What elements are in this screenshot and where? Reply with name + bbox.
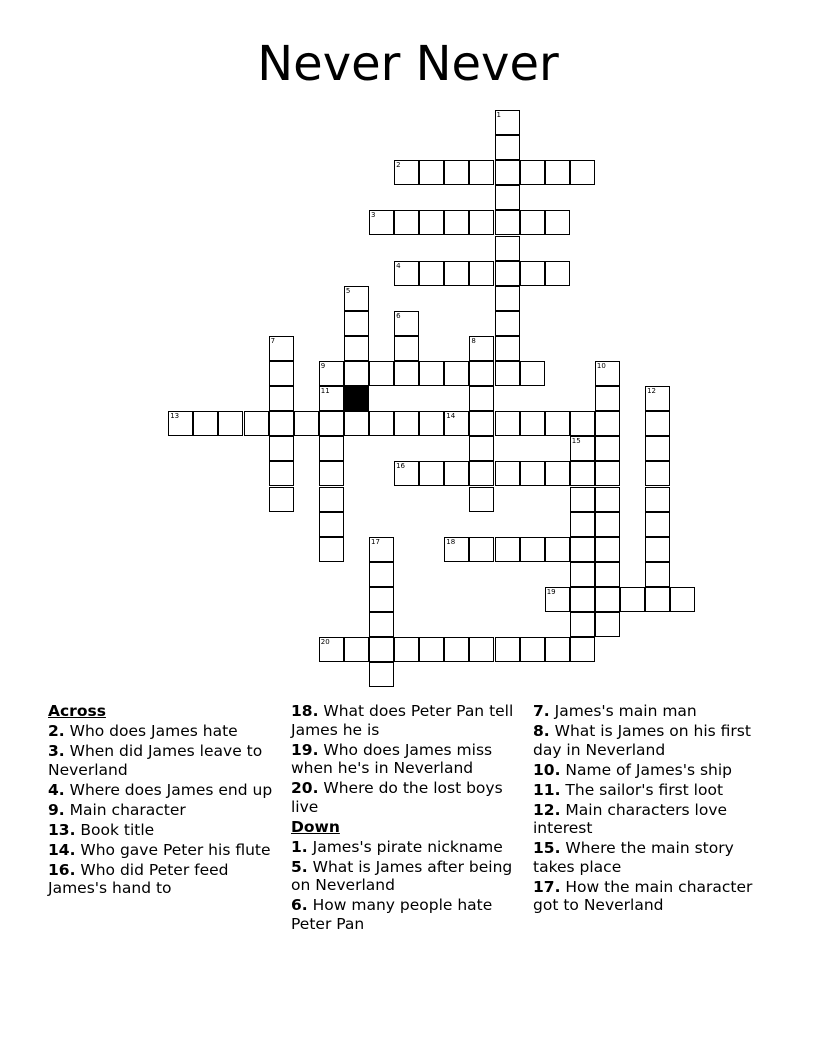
crossword-cell[interactable] — [570, 512, 595, 537]
crossword-cell[interactable] — [595, 411, 620, 436]
crossword-cell[interactable] — [570, 537, 595, 562]
clue-number-label: 11 — [320, 387, 330, 396]
crossword-cell[interactable] — [394, 411, 419, 436]
crossword-cell[interactable] — [344, 411, 369, 436]
crossword-cell[interactable] — [570, 487, 595, 512]
clue-number-label: 16 — [396, 462, 406, 471]
clue-text: Where the main story takes place — [533, 839, 734, 876]
crossword-cell[interactable] — [570, 612, 595, 637]
crossword-cell[interactable] — [595, 461, 620, 486]
clue-number: 7. — [533, 702, 550, 720]
crossword-cell[interactable] — [193, 411, 218, 436]
crossword-cell[interactable] — [394, 261, 419, 286]
down-heading: Down — [291, 817, 340, 836]
clue-number: 1. — [291, 837, 308, 856]
crossword-cell[interactable] — [444, 461, 469, 486]
clue-text: Who does James miss when he's in Neverland — [291, 740, 493, 777]
crossword-cell[interactable] — [495, 135, 520, 160]
clue-number: 19. — [291, 740, 319, 759]
crossword-cell[interactable] — [495, 537, 520, 562]
down-clue — [533, 839, 765, 876]
crossword-cell[interactable] — [469, 386, 494, 411]
crossword-cell[interactable] — [520, 461, 545, 486]
crossword-cell[interactable] — [419, 461, 444, 486]
clue-text: Main characters love interest — [533, 800, 728, 837]
clue-text: Who gave Peter his flute — [80, 840, 271, 859]
crossword-cell[interactable] — [595, 562, 620, 587]
clue-text: Who does James hate — [69, 722, 238, 740]
down-clue — [291, 838, 523, 857]
down-clue — [533, 878, 765, 915]
crossword-cell[interactable] — [645, 411, 670, 436]
crossword-cell[interactable] — [545, 637, 570, 662]
crossword-cell[interactable] — [419, 361, 444, 386]
crossword-cell[interactable] — [419, 160, 444, 185]
clue-number-label: 3 — [371, 211, 376, 220]
crossword-cell[interactable] — [319, 411, 344, 436]
clue-number: 20. — [291, 779, 319, 797]
crossword-cell[interactable] — [319, 637, 344, 662]
crossword-cell[interactable] — [495, 236, 520, 261]
crossword-cell[interactable] — [495, 110, 520, 135]
crossword-cell[interactable] — [570, 411, 595, 436]
crossword-cell[interactable] — [394, 160, 419, 185]
crossword-cell[interactable] — [419, 637, 444, 662]
black-cell — [344, 386, 369, 411]
crossword-cell[interactable] — [620, 587, 645, 612]
clues-column-3 — [533, 702, 765, 916]
clue-text: The sailor's first loot — [565, 780, 724, 799]
crossword-cell[interactable] — [469, 537, 494, 562]
clue-number: 8. — [533, 722, 550, 740]
across-clue — [48, 781, 280, 800]
clue-number-label: 7 — [270, 336, 276, 345]
crossword-cell[interactable] — [394, 311, 419, 336]
crossword-cell[interactable] — [344, 286, 369, 311]
crossword-cell[interactable] — [570, 587, 595, 612]
clue-text: Book title — [80, 820, 155, 839]
down-clue — [291, 858, 523, 895]
crossword-cell[interactable] — [294, 411, 319, 436]
crossword-cell[interactable] — [495, 210, 520, 235]
crossword-cell[interactable] — [444, 411, 469, 436]
clue-number: 18. — [291, 702, 319, 720]
clue-text: When did James leave to Neverland — [48, 742, 263, 779]
across-clue — [48, 742, 280, 779]
crossword-cell[interactable] — [469, 487, 494, 512]
crossword-cell[interactable] — [419, 261, 444, 286]
clue-number-label: 8 — [471, 336, 476, 345]
across-heading: Across — [48, 702, 106, 720]
clue-number-label: 10 — [596, 362, 606, 370]
crossword-cell[interactable] — [394, 461, 419, 486]
crossword-cell[interactable] — [344, 361, 369, 386]
clue-text: James's pirate nickname — [312, 837, 503, 856]
clue-text: James's main man — [554, 702, 697, 720]
crossword-cell[interactable] — [369, 361, 394, 386]
crossword-cell[interactable] — [394, 361, 419, 386]
crossword-cell[interactable] — [595, 487, 620, 512]
down-clue — [291, 896, 523, 933]
crossword-cell[interactable] — [469, 461, 494, 486]
crossword-cell[interactable] — [670, 587, 695, 612]
clue-number: 11. — [533, 780, 561, 799]
crossword-cell[interactable] — [545, 587, 570, 612]
clue-number-label: 2 — [396, 161, 401, 170]
clue-number: 4. — [48, 780, 65, 799]
across-clue — [291, 779, 523, 816]
crossword-cell[interactable] — [495, 637, 520, 662]
crossword-cell[interactable] — [570, 637, 595, 662]
crossword-cell[interactable] — [218, 411, 243, 436]
clue-text: How many people hate Peter Pan — [291, 896, 493, 933]
clue-text: Where does James end up — [69, 780, 273, 799]
clue-number: 16. — [48, 860, 76, 879]
clue-number: 9. — [48, 800, 65, 819]
crossword-cell[interactable] — [344, 311, 369, 336]
crossword-cell[interactable] — [444, 210, 469, 235]
crossword-cell[interactable] — [419, 210, 444, 235]
crossword-cell[interactable] — [369, 210, 394, 235]
crossword-cell[interactable] — [469, 261, 494, 286]
crossword-cell[interactable] — [369, 587, 394, 612]
crossword-cell[interactable] — [545, 210, 570, 235]
crossword-cell[interactable] — [545, 411, 570, 436]
crossword-cell[interactable] — [469, 436, 494, 461]
clue-number: 2. — [48, 722, 65, 740]
down-clue — [533, 722, 765, 759]
crossword-cell[interactable] — [645, 436, 670, 461]
down-clue — [533, 781, 765, 800]
crossword-cell[interactable] — [394, 336, 419, 361]
clues-column-1 — [48, 702, 280, 899]
across-clue — [48, 801, 280, 820]
clue-number-label: 15 — [571, 437, 581, 446]
crossword-cell[interactable] — [369, 562, 394, 587]
clues-column-2 — [291, 702, 523, 935]
crossword-cell[interactable] — [344, 336, 369, 361]
crossword-cell[interactable] — [645, 386, 670, 411]
crossword-cell[interactable] — [269, 436, 294, 461]
crossword-cell[interactable] — [520, 537, 545, 562]
clue-text: Where do the lost boys live — [291, 779, 503, 816]
across-clue — [48, 841, 280, 860]
clue-number-label: 19 — [546, 587, 556, 596]
clue-text: What does Peter Pan tell James he is — [291, 702, 514, 739]
down-clue — [533, 801, 765, 838]
clue-text: Who did Peter feed James's hand to — [48, 860, 229, 897]
clue-number: 3. — [48, 742, 65, 760]
crossword-cell[interactable] — [495, 185, 520, 210]
crossword-cell[interactable] — [319, 487, 344, 512]
crossword-cell[interactable] — [469, 336, 494, 361]
crossword-cell[interactable] — [520, 261, 545, 286]
clue-number: 6. — [291, 896, 308, 914]
crossword-cell[interactable] — [570, 461, 595, 486]
clue-number: 15. — [533, 839, 561, 857]
across-clue — [291, 702, 523, 739]
crossword-cell[interactable] — [269, 411, 294, 436]
crossword-cell[interactable] — [495, 411, 520, 436]
crossword-cell[interactable] — [595, 612, 620, 637]
crossword-cell[interactable] — [369, 612, 394, 637]
crossword-cell[interactable] — [444, 261, 469, 286]
clue-number-label: 9 — [320, 362, 326, 370]
crossword-cell[interactable] — [319, 361, 344, 386]
crossword-cell[interactable] — [444, 160, 469, 185]
clue-number: 13. — [48, 820, 76, 839]
crossword-cell[interactable] — [495, 311, 520, 336]
crossword-cell[interactable] — [444, 537, 469, 562]
crossword-cell[interactable] — [520, 210, 545, 235]
crossword-cell[interactable] — [469, 411, 494, 436]
clue-text: What is James on his first day in Neverland — [533, 722, 751, 759]
crossword-cell[interactable] — [570, 562, 595, 587]
crossword-cell[interactable] — [595, 537, 620, 562]
down-clue — [533, 702, 765, 721]
crossword-cell[interactable] — [469, 637, 494, 662]
crossword-cell[interactable] — [369, 537, 394, 562]
crossword-cell[interactable] — [369, 637, 394, 662]
across-clue — [291, 741, 523, 778]
crossword-cell[interactable] — [570, 436, 595, 461]
crossword-cell[interactable] — [469, 160, 494, 185]
crossword-cell[interactable] — [595, 587, 620, 612]
crossword-cell[interactable] — [269, 461, 294, 486]
crossword-cell[interactable] — [595, 512, 620, 537]
crossword-cell[interactable] — [244, 411, 269, 436]
clue-number: 17. — [533, 877, 561, 896]
crossword-cell[interactable] — [319, 512, 344, 537]
clue-text: What is James after being on Neverland — [291, 857, 513, 894]
crossword-cell[interactable] — [469, 210, 494, 235]
crossword-cell[interactable] — [319, 436, 344, 461]
crossword-cell[interactable] — [520, 411, 545, 436]
crossword-cell[interactable] — [545, 537, 570, 562]
crossword-cell[interactable] — [495, 336, 520, 361]
crossword-cell[interactable] — [645, 537, 670, 562]
crossword-cell[interactable] — [645, 512, 670, 537]
clue-text: Main character — [69, 800, 186, 819]
crossword-cell[interactable] — [495, 160, 520, 185]
across-clue — [48, 821, 280, 840]
down-clue — [533, 761, 765, 780]
across-clue — [48, 722, 280, 741]
crossword-cell[interactable] — [645, 461, 670, 486]
crossword-cell[interactable] — [545, 160, 570, 185]
clue-number: 10. — [533, 760, 561, 779]
crossword-cell[interactable] — [495, 286, 520, 311]
crossword-cell[interactable] — [319, 386, 344, 411]
crossword-cell[interactable] — [369, 662, 394, 687]
crossword-cell[interactable] — [444, 361, 469, 386]
clue-number-label: 6 — [396, 311, 401, 320]
crossword-cell[interactable] — [495, 361, 520, 386]
crossword-cell[interactable] — [595, 436, 620, 461]
clue-number-label: 13 — [170, 412, 180, 421]
crossword-cell[interactable] — [369, 411, 394, 436]
clue-text: How the main character got to Neverland — [533, 877, 753, 914]
clue-number-label: 5 — [345, 286, 351, 295]
crossword-cell[interactable] — [520, 637, 545, 662]
crossword-cell[interactable] — [645, 487, 670, 512]
crossword-cell[interactable] — [645, 587, 670, 612]
crossword-cell[interactable] — [319, 461, 344, 486]
clue-number-label: 17 — [371, 537, 380, 546]
crossword-cell[interactable] — [595, 361, 620, 386]
crossword-cell[interactable] — [595, 386, 620, 411]
crossword-cell[interactable] — [520, 160, 545, 185]
crossword-cell[interactable] — [495, 261, 520, 286]
crossword-cell[interactable] — [469, 361, 494, 386]
page-title: Never Never — [257, 36, 559, 92]
crossword-cell[interactable] — [269, 487, 294, 512]
crossword-cell[interactable] — [168, 411, 193, 436]
clue-number-label: 18 — [446, 537, 456, 546]
clue-number-label: 4 — [396, 261, 401, 270]
crossword-cell[interactable] — [344, 637, 369, 662]
crossword-cell[interactable] — [269, 336, 294, 361]
crossword-cell[interactable] — [645, 562, 670, 587]
clue-number: 12. — [533, 800, 561, 819]
clue-number: 14. — [48, 840, 76, 859]
clue-text: Name of James's ship — [565, 760, 733, 779]
clue-number: 5. — [291, 857, 308, 876]
crossword-cell[interactable] — [269, 361, 294, 386]
clue-number-label: 20 — [320, 638, 330, 647]
crossword-cell[interactable] — [545, 461, 570, 486]
crossword-cell[interactable] — [394, 637, 419, 662]
clue-number-label: 14 — [446, 412, 456, 421]
crossword-cell[interactable] — [495, 461, 520, 486]
across-clue — [48, 861, 280, 898]
clue-number-label: 12 — [647, 387, 657, 396]
clue-number-label: 1 — [496, 111, 501, 119]
crossword-cell[interactable] — [269, 386, 294, 411]
crossword-cell[interactable] — [394, 210, 419, 235]
crossword-cell[interactable] — [545, 261, 570, 286]
crossword-cell[interactable] — [444, 637, 469, 662]
crossword-cell[interactable] — [419, 411, 444, 436]
crossword-cell[interactable] — [520, 361, 545, 386]
crossword-cell[interactable] — [319, 537, 344, 562]
crossword-cell[interactable] — [570, 160, 595, 185]
